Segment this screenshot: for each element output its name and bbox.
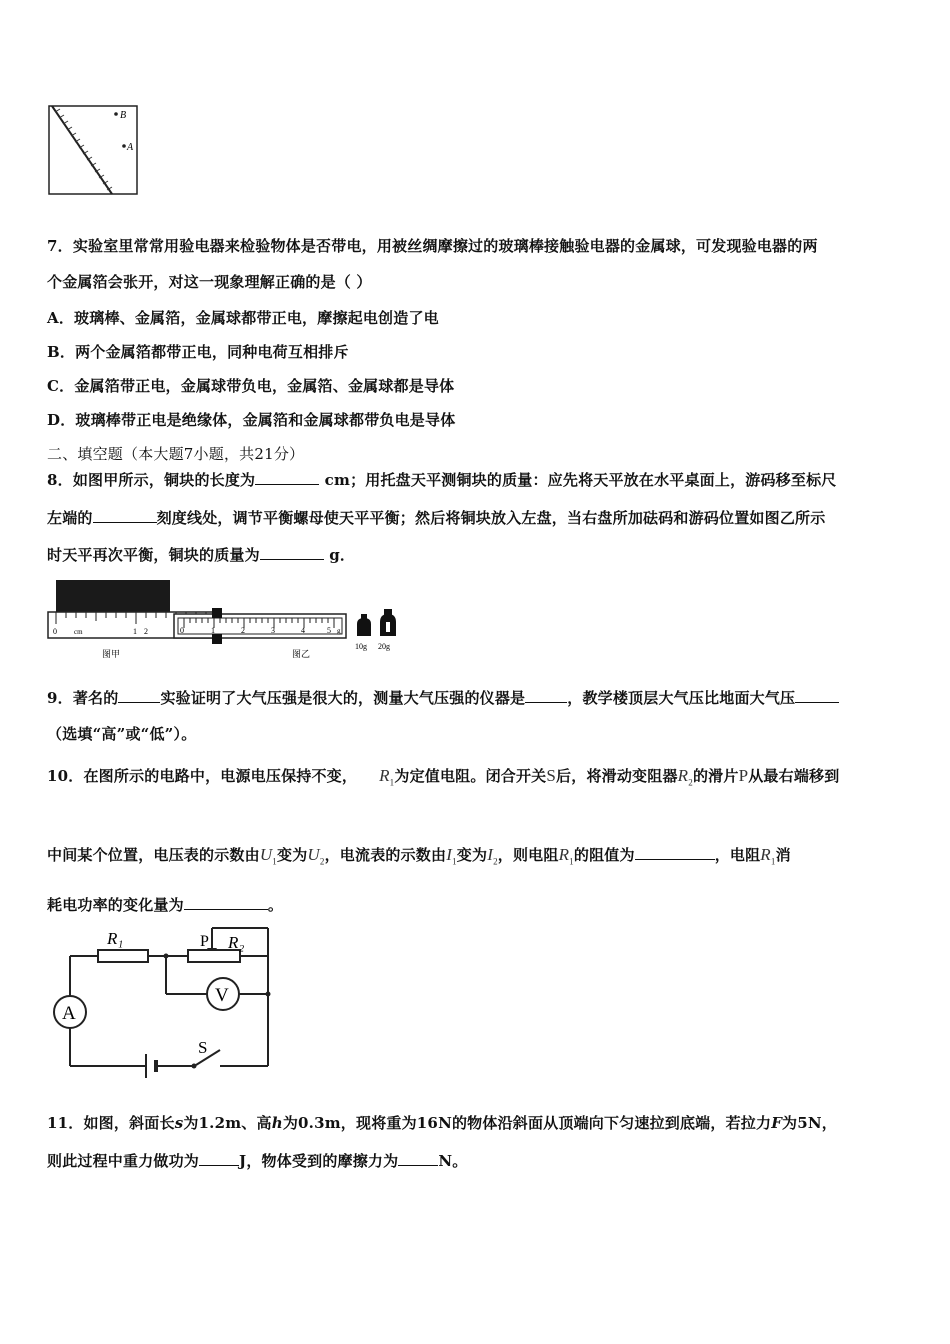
ruler-tick-2: 2 bbox=[144, 627, 148, 636]
q11-text-1a: 11．如图，斜面长 bbox=[47, 1114, 175, 1132]
q11-line2 bbox=[47, 1151, 467, 1171]
caption-jia: 图甲 bbox=[102, 649, 121, 659]
i1-symbol: $I_1$ bbox=[446, 845, 457, 867]
rider-bottom bbox=[212, 634, 222, 644]
q10-text-2g: ，电阻 bbox=[714, 846, 761, 864]
q11-blank-work bbox=[199, 1151, 239, 1166]
q8-text-3a: 时天平再次平衡，铜块的质量为 bbox=[47, 546, 260, 564]
copper-block bbox=[56, 580, 170, 612]
q11-text-2c: N。 bbox=[438, 1152, 468, 1170]
scale-tick-4: 4 bbox=[301, 626, 305, 635]
q6-figure bbox=[44, 100, 144, 200]
q10-blank-power bbox=[184, 895, 268, 910]
ammeter-label: A bbox=[62, 1003, 76, 1024]
scale-tick-1: 1 bbox=[211, 626, 215, 635]
r2-label: R₂ bbox=[228, 933, 245, 952]
q10-text-2b: 变为 bbox=[277, 846, 308, 864]
i2-symbol: $I_2$ bbox=[487, 845, 498, 867]
q9-blank-instrument bbox=[525, 688, 567, 703]
q8-line1 bbox=[47, 470, 836, 490]
q9-blank-compare bbox=[795, 688, 839, 703]
q10-text-1a: 10．在图所示的电路中，电源电压保持不变， bbox=[47, 767, 358, 785]
q7-option-a: A．玻璃棒、金属箔，金属球都带正电，摩擦起电创造了电 bbox=[47, 309, 439, 327]
q9-line1 bbox=[47, 688, 839, 708]
q10-line2 bbox=[47, 845, 791, 871]
q10-text-2h: 消 bbox=[775, 846, 791, 864]
scale-tick-g: g bbox=[337, 627, 341, 635]
q11-h-symbol: h bbox=[271, 1114, 283, 1132]
q11-text-1d: 为5N， bbox=[782, 1114, 837, 1132]
scale-tick-2: 2 bbox=[241, 626, 245, 635]
voltmeter-label: V bbox=[215, 985, 229, 1006]
q7-option-d: D．玻璃棒带正电是绝缘体，金属箔和金属球都带负电是导体 bbox=[47, 411, 456, 429]
q9-text-1c: ，教学楼顶层大气压比地面大气压 bbox=[567, 689, 796, 707]
ruler-tick-cm: cm bbox=[74, 628, 83, 636]
scale-tick-0: 0 bbox=[180, 626, 184, 635]
q9-text-1a: 9．著名的 bbox=[47, 689, 119, 707]
q10-circuit bbox=[52, 924, 282, 1084]
q11-text-1c: 为0.3m，现将重为16N的物体沿斜面从顶端向下匀速拉到底端，若拉力 bbox=[282, 1114, 772, 1132]
q11-text-1b: 为1.2m、高 bbox=[183, 1114, 272, 1132]
scale-tick-5: 5 bbox=[327, 626, 331, 635]
q7-option-c: C．金属箔带正电，金属球带负电，金属箔、金属球都是导体 bbox=[47, 377, 455, 395]
q10-text-1d: 的滑片 bbox=[692, 767, 739, 785]
resistor-r1 bbox=[98, 950, 148, 962]
ruler-tick-0: 0 bbox=[53, 627, 57, 636]
q10-text-2d: 变为 bbox=[456, 846, 488, 864]
scale-tick-3: 3 bbox=[271, 626, 275, 635]
q10-text-2a: 中间某个位置，电压表的示数由 bbox=[47, 846, 260, 864]
q10-text-1b: 为定值电阻。闭合开关 bbox=[394, 767, 547, 785]
r2-symbol: $R_2$ bbox=[677, 766, 693, 788]
q10-line3 bbox=[47, 895, 283, 915]
q7-stem-line1: 7．实验室里常常用验电器来检验物体是否带电，用被丝绸摩擦过的玻璃棒接触验电器的金属球，可发现验电器的两 bbox=[47, 237, 818, 255]
ruler-tick-1: 1 bbox=[133, 627, 137, 636]
q10-text-3a: 耗电功率的变化量为 bbox=[47, 896, 184, 914]
q8-text-2a: 左端的 bbox=[47, 509, 93, 527]
q11-text-2a: 则此过程中重力做功为 bbox=[47, 1152, 200, 1170]
rider-top bbox=[212, 608, 222, 618]
section-heading: 二、填空题（本大题7小题，共21分） bbox=[47, 445, 305, 463]
r1-symbol: $R_1$ bbox=[379, 766, 395, 788]
q11-blank-friction bbox=[398, 1151, 438, 1166]
q8-blank-length bbox=[255, 470, 319, 485]
u1-symbol: $U_1$ bbox=[259, 845, 277, 867]
q10-text-2f: 的阻值为 bbox=[573, 846, 635, 864]
q10-text-1c: 后，将滑动变阻器 bbox=[556, 767, 678, 785]
point-a-label: A bbox=[127, 142, 134, 153]
q11-f-symbol: F bbox=[771, 1114, 783, 1132]
weight-10g bbox=[357, 618, 371, 636]
weight-20g-label: 20g bbox=[378, 642, 390, 651]
q8-blank-mass bbox=[260, 545, 324, 560]
q8-text-1a: 8．如图甲所示，铜块的长度为 bbox=[47, 471, 256, 489]
u2-symbol: $U_2$ bbox=[307, 845, 325, 867]
q11-line1 bbox=[47, 1113, 837, 1133]
slider-symbol: P bbox=[738, 766, 749, 785]
q9-text-1b: 实验证明了大气压强是很大的，测量大气压强的仪器是 bbox=[160, 689, 526, 707]
p-label: P bbox=[200, 933, 209, 950]
q8-blank-zero bbox=[93, 508, 157, 523]
q7-option-b: B．两个金属箔都带正电，同种电荷互相排斥 bbox=[47, 343, 349, 361]
caption-yi: 图乙 bbox=[292, 649, 311, 659]
q7-stem-line2: 个金属箔会张开，对这一现象理解正确的是（ ） bbox=[47, 273, 372, 291]
q11-text-2b: J，物体受到的摩擦力为 bbox=[239, 1152, 399, 1170]
q10-text-2e: ，则电阻 bbox=[497, 846, 559, 864]
q9-blank-experiment bbox=[118, 688, 160, 703]
q8-figure bbox=[44, 578, 414, 662]
point-b-label: B bbox=[120, 110, 127, 121]
q10-blank-resistance bbox=[635, 845, 715, 860]
q8-text-2b: 刻度线处，调节平衡螺母使天平平衡；然后将铜块放入左盘，当右盘所加砝码和游码位置如图乙所示 bbox=[156, 509, 826, 527]
q8-text-1b: cm；用托盘天平测铜块的质量：应先将天平放在水平桌面上，游码移至标尺 bbox=[319, 471, 837, 489]
q8-line2 bbox=[47, 508, 825, 528]
r1-symbol-3: $R_1$ bbox=[760, 845, 776, 867]
r1-label: R₁ bbox=[107, 929, 124, 948]
switch-symbol: S bbox=[546, 766, 557, 785]
q10-text-3b: 。 bbox=[267, 896, 284, 914]
switch-label: S bbox=[198, 1038, 208, 1057]
q10-line1 bbox=[47, 766, 839, 792]
q9-line2: （选填“高”或“低”）。 bbox=[47, 725, 197, 743]
q10-text-1e: 从最右端移到 bbox=[748, 767, 840, 785]
q10-text-2c: ，电流表的示数由 bbox=[324, 846, 447, 864]
q11-s-symbol: s bbox=[174, 1114, 184, 1132]
q8-text-3b: g． bbox=[323, 546, 356, 564]
q8-line3 bbox=[47, 545, 355, 565]
r1-symbol-2: $R_1$ bbox=[558, 845, 574, 867]
weight-10g-label: 10g bbox=[355, 642, 367, 651]
